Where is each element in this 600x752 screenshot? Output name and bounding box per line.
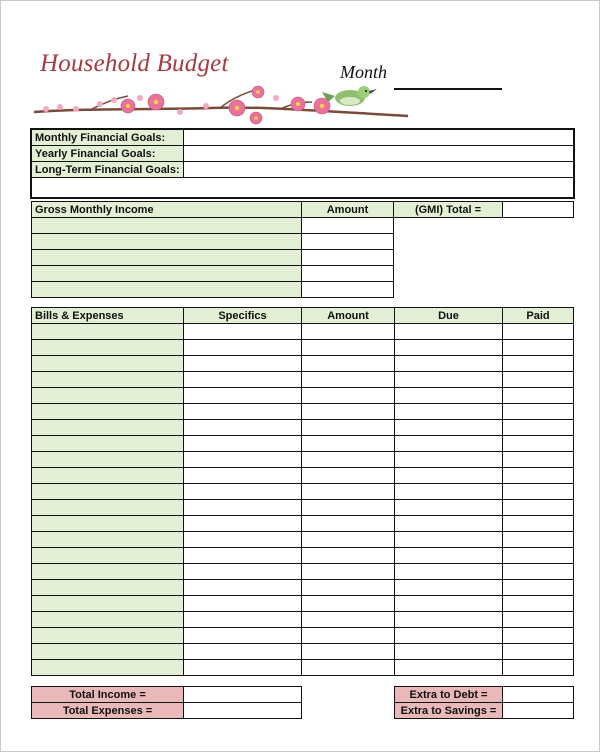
bill-name-field[interactable]: [32, 516, 184, 532]
bill-name-field[interactable]: [32, 548, 184, 564]
paid-field[interactable]: [503, 612, 574, 628]
paid-field[interactable]: [503, 580, 574, 596]
cherry-blossom-branch-icon: [30, 78, 415, 128]
due-field[interactable]: [395, 372, 503, 388]
total-expenses-label: Total Expenses =: [32, 703, 184, 719]
goal-field[interactable]: [184, 162, 574, 178]
specifics-field[interactable]: [184, 628, 302, 644]
income-row: [32, 218, 574, 234]
amount-field[interactable]: [302, 340, 395, 356]
amount-field[interactable]: [302, 372, 395, 388]
bill-row: [32, 452, 574, 468]
specifics-field[interactable]: [184, 596, 302, 612]
bills-table: [31, 307, 574, 676]
amount-field[interactable]: [302, 388, 395, 404]
bill-name-field[interactable]: [32, 532, 184, 548]
goal-field[interactable]: [184, 130, 574, 146]
bill-row: [32, 372, 574, 388]
amount-field[interactable]: [302, 548, 395, 564]
bill-name-field[interactable]: [32, 340, 184, 356]
income-row: [32, 250, 574, 266]
bill-name-field[interactable]: [32, 596, 184, 612]
paid-field[interactable]: [503, 628, 574, 644]
amount-field[interactable]: [302, 660, 395, 676]
due-field[interactable]: [395, 516, 503, 532]
due-field[interactable]: [395, 468, 503, 484]
amount-field[interactable]: [302, 628, 395, 644]
bill-row: [32, 420, 574, 436]
amount-header: Amount: [302, 308, 395, 324]
income-source-field[interactable]: [32, 218, 302, 234]
paid-field[interactable]: [503, 532, 574, 548]
extra-debt-field[interactable]: [503, 687, 574, 703]
totals-row-2: [32, 703, 574, 719]
goal-row: [32, 178, 574, 198]
due-field[interactable]: [395, 484, 503, 500]
specifics-field[interactable]: [184, 452, 302, 468]
specifics-field[interactable]: [184, 564, 302, 580]
income-table: [31, 201, 574, 298]
amount-field[interactable]: [302, 532, 395, 548]
specifics-field[interactable]: [184, 580, 302, 596]
amount-field[interactable]: [302, 596, 395, 612]
income-amount-field[interactable]: [302, 282, 394, 298]
bill-row: [32, 436, 574, 452]
amount-field[interactable]: [302, 420, 395, 436]
bill-row: [32, 388, 574, 404]
gmi-total-label: (GMI) Total =: [394, 202, 503, 218]
bill-row: [32, 484, 574, 500]
due-field[interactable]: [395, 612, 503, 628]
due-field[interactable]: [395, 500, 503, 516]
bill-row: [32, 660, 574, 676]
goal-label: Yearly Financial Goals:: [32, 146, 184, 162]
paid-field[interactable]: [503, 500, 574, 516]
due-field[interactable]: [395, 356, 503, 372]
bill-row: [32, 644, 574, 660]
due-header: Due: [395, 308, 503, 324]
goal-row: [32, 130, 574, 146]
due-field[interactable]: [395, 564, 503, 580]
paid-field[interactable]: [503, 516, 574, 532]
paid-field[interactable]: [503, 372, 574, 388]
bill-row: [32, 628, 574, 644]
page-title: Household Budget: [40, 50, 229, 77]
paid-field[interactable]: [503, 340, 574, 356]
bills-header-row: [32, 308, 574, 324]
bill-row: [32, 340, 574, 356]
bill-row: [32, 596, 574, 612]
due-field[interactable]: [395, 548, 503, 564]
specifics-field[interactable]: [184, 660, 302, 676]
specifics-field[interactable]: [184, 372, 302, 388]
bill-row: [32, 548, 574, 564]
income-amount-header: Amount: [302, 202, 394, 218]
paid-field[interactable]: [503, 388, 574, 404]
paid-field[interactable]: [503, 404, 574, 420]
bill-name-field[interactable]: [32, 452, 184, 468]
bill-row: [32, 356, 574, 372]
goal-row: [32, 162, 574, 178]
paid-field[interactable]: [503, 436, 574, 452]
paid-header: Paid: [503, 308, 574, 324]
amount-field[interactable]: [302, 452, 395, 468]
amount-field[interactable]: [302, 468, 395, 484]
bill-name-field[interactable]: [32, 644, 184, 660]
specifics-field[interactable]: [184, 420, 302, 436]
amount-field[interactable]: [302, 404, 395, 420]
specifics-field[interactable]: [184, 468, 302, 484]
specifics-field[interactable]: [184, 340, 302, 356]
specifics-header: Specifics: [184, 308, 302, 324]
amount-field[interactable]: [302, 484, 395, 500]
extra-debt-label: Extra to Debt =: [395, 687, 503, 703]
paid-field[interactable]: [503, 468, 574, 484]
due-field[interactable]: [395, 596, 503, 612]
goal-extra-field[interactable]: [32, 178, 574, 198]
amount-field[interactable]: [302, 436, 395, 452]
paid-field[interactable]: [503, 660, 574, 676]
total-income-label: Total Income =: [32, 687, 184, 703]
specifics-field[interactable]: [184, 404, 302, 420]
specifics-field[interactable]: [184, 500, 302, 516]
bill-name-field[interactable]: [32, 324, 184, 340]
goal-row: [32, 146, 574, 162]
bill-name-field[interactable]: [32, 564, 184, 580]
due-field[interactable]: [395, 420, 503, 436]
due-field[interactable]: [395, 580, 503, 596]
amount-field[interactable]: [302, 516, 395, 532]
bill-name-field[interactable]: [32, 468, 184, 484]
income-amount-field[interactable]: [302, 250, 394, 266]
due-field[interactable]: [395, 340, 503, 356]
bill-row: [32, 564, 574, 580]
paid-field[interactable]: [503, 356, 574, 372]
financial-goals-table: [31, 129, 574, 198]
bill-row: [32, 516, 574, 532]
due-field[interactable]: [395, 532, 503, 548]
paid-field[interactable]: [503, 484, 574, 500]
bill-row: [32, 580, 574, 596]
due-field[interactable]: [395, 452, 503, 468]
goal-label: Monthly Financial Goals:: [32, 130, 184, 146]
bill-name-field[interactable]: [32, 356, 184, 372]
specifics-field[interactable]: [184, 388, 302, 404]
bill-name-field[interactable]: [32, 484, 184, 500]
income-amount-field[interactable]: [302, 218, 394, 234]
goal-field[interactable]: [184, 146, 574, 162]
bill-row: [32, 324, 574, 340]
amount-field[interactable]: [302, 644, 395, 660]
bill-name-field[interactable]: [32, 628, 184, 644]
due-field[interactable]: [395, 660, 503, 676]
totals-row-1: [32, 687, 574, 703]
specifics-field[interactable]: [184, 612, 302, 628]
total-income-field[interactable]: [184, 687, 302, 703]
specifics-field[interactable]: [184, 548, 302, 564]
specifics-field[interactable]: [184, 516, 302, 532]
income-source-field[interactable]: [32, 282, 302, 298]
bird-icon: [322, 86, 377, 106]
income-header-row: [32, 202, 574, 218]
specifics-field[interactable]: [184, 324, 302, 340]
month-label: Month: [340, 62, 387, 82]
specifics-field[interactable]: [184, 532, 302, 548]
gmi-total-field[interactable]: [503, 202, 574, 218]
totals-table: [31, 686, 574, 719]
income-amount-field[interactable]: [302, 234, 394, 250]
paid-field[interactable]: [503, 548, 574, 564]
due-field[interactable]: [395, 404, 503, 420]
due-field[interactable]: [395, 644, 503, 660]
bill-name-field[interactable]: [32, 500, 184, 516]
bill-name-field[interactable]: [32, 404, 184, 420]
due-field[interactable]: [395, 436, 503, 452]
bill-name-field[interactable]: [32, 372, 184, 388]
paid-field[interactable]: [503, 644, 574, 660]
income-source-field[interactable]: [32, 266, 302, 282]
income-row: [32, 282, 574, 298]
bill-row: [32, 612, 574, 628]
extra-savings-label: Extra to Savings =: [395, 703, 503, 719]
bill-row: [32, 532, 574, 548]
total-expenses-field[interactable]: [184, 703, 302, 719]
specifics-field[interactable]: [184, 644, 302, 660]
paid-field[interactable]: [503, 596, 574, 612]
paid-field[interactable]: [503, 564, 574, 580]
bill-name-field[interactable]: [32, 580, 184, 596]
paid-field[interactable]: [503, 452, 574, 468]
bill-row: [32, 500, 574, 516]
amount-field[interactable]: [302, 564, 395, 580]
due-field[interactable]: [395, 324, 503, 340]
bills-label-header: Bills & Expenses: [32, 308, 184, 324]
income-source-field[interactable]: [32, 250, 302, 266]
amount-field[interactable]: [302, 356, 395, 372]
amount-field[interactable]: [302, 500, 395, 516]
specifics-field[interactable]: [184, 436, 302, 452]
paid-field[interactable]: [503, 324, 574, 340]
due-field[interactable]: [395, 628, 503, 644]
bill-name-field[interactable]: [32, 660, 184, 676]
bill-name-field[interactable]: [32, 436, 184, 452]
specifics-field[interactable]: [184, 356, 302, 372]
bill-row: [32, 468, 574, 484]
income-label-header: Gross Monthly Income: [32, 202, 302, 218]
due-field[interactable]: [395, 388, 503, 404]
amount-field[interactable]: [302, 612, 395, 628]
bill-name-field[interactable]: [32, 388, 184, 404]
goal-label: Long-Term Financial Goals:: [32, 162, 184, 178]
bill-row: [32, 404, 574, 420]
specifics-field[interactable]: [184, 484, 302, 500]
bill-name-field[interactable]: [32, 612, 184, 628]
paid-field[interactable]: [503, 420, 574, 436]
amount-field[interactable]: [302, 324, 395, 340]
income-row: [32, 266, 574, 282]
income-row: [32, 234, 574, 250]
amount-field[interactable]: [302, 580, 395, 596]
income-source-field[interactable]: [32, 234, 302, 250]
extra-savings-field[interactable]: [503, 703, 574, 719]
income-amount-field[interactable]: [302, 266, 394, 282]
bill-name-field[interactable]: [32, 420, 184, 436]
